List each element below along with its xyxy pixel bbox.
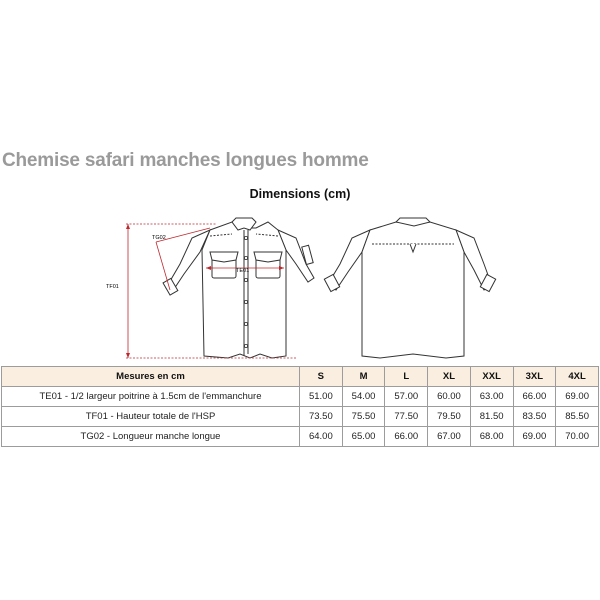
- measure-value: 54.00: [342, 387, 385, 407]
- header-measure: Mesures en cm: [2, 367, 300, 387]
- shirt-diagram: [100, 208, 520, 363]
- measure-name: TE01 - 1/2 largeur poitrine à 1.5cm de l'emmanchure: [2, 387, 300, 407]
- shirt-back: [324, 218, 495, 358]
- tg02-label: TG02: [152, 235, 166, 241]
- measure-value: 51.00: [300, 387, 343, 407]
- measure-value: 75.50: [342, 407, 385, 427]
- measure-value: 85.50: [556, 407, 599, 427]
- measure-value: 65.00: [342, 427, 385, 447]
- measure-value: 68.00: [470, 427, 513, 447]
- shirt-front: [163, 218, 314, 358]
- table-row: [2, 407, 599, 427]
- measure-value: 57.00: [385, 387, 428, 407]
- tf01-label: TF01: [106, 284, 119, 290]
- measure-name: TF01 - Hauteur totale de l'HSP: [2, 407, 300, 427]
- header-size-s: S: [300, 367, 343, 387]
- size-table-header-row: [2, 367, 599, 387]
- te01-label: TE01: [236, 268, 250, 274]
- measure-value: 63.00: [470, 387, 513, 407]
- measure-value: 69.00: [556, 387, 599, 407]
- table-row: [2, 427, 599, 447]
- header-size-3xl: 3XL: [513, 367, 556, 387]
- header-size-m: M: [342, 367, 385, 387]
- measure-value: 79.50: [428, 407, 471, 427]
- size-table: [1, 366, 599, 447]
- header-size-xl: XL: [428, 367, 471, 387]
- measure-value: 69.00: [513, 427, 556, 447]
- measure-value: 64.00: [300, 427, 343, 447]
- measure-value: 73.50: [300, 407, 343, 427]
- dimensions-subtitle: Dimensions (cm): [249, 187, 351, 201]
- header-size-l: L: [385, 367, 428, 387]
- measure-value: 77.50: [385, 407, 428, 427]
- page-title: Chemise safari manches longues homme: [2, 150, 369, 171]
- measure-value: 67.00: [428, 427, 471, 447]
- measure-value: 81.50: [470, 407, 513, 427]
- header-size-4xl: 4XL: [556, 367, 599, 387]
- measure-value: 83.50: [513, 407, 556, 427]
- shirt-diagram-svg: [100, 208, 520, 363]
- measure-value: 66.00: [385, 427, 428, 447]
- measure-value: 66.00: [513, 387, 556, 407]
- header-size-xxl: XXL: [470, 367, 513, 387]
- table-row: [2, 387, 599, 407]
- measure-value: 60.00: [428, 387, 471, 407]
- measure-name: TG02 - Longueur manche longue: [2, 427, 300, 447]
- measure-value: 70.00: [556, 427, 599, 447]
